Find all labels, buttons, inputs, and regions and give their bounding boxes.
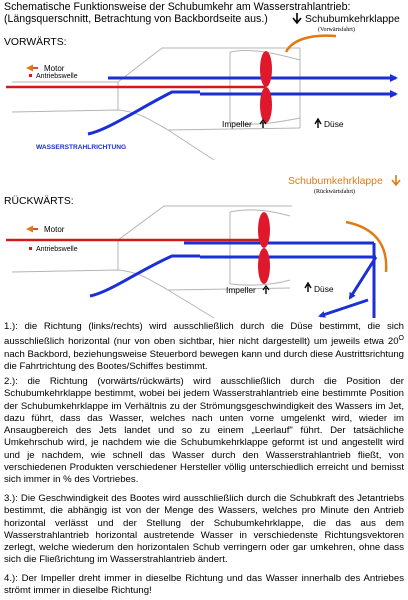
- shaft-text: Antriebswelle: [36, 73, 78, 80]
- reverse-diagram: [0, 160, 408, 320]
- flap-subtitle-reverse: (Rückwärtsfahrt): [314, 189, 355, 195]
- flap-title-reverse: Schubumkehrklappe: [288, 176, 383, 187]
- impeller-text: Impeller: [226, 285, 256, 295]
- down-arrow-icon: [293, 13, 301, 23]
- header-title: Schematische Funktionsweise der Schubumkehr am Wasserstrahlantrieb:: [4, 1, 351, 13]
- paragraph-1-text-a: 1.): die Richtung (links/rechts) wird ausschließlich durch die Düse bestimmt, die sich ausschließlich horizontal (nur von oben sichtbar, hier nicht dargestellt) um jeweils etwa 20: [4, 321, 404, 348]
- water-flow-arrows: [90, 243, 376, 318]
- paragraph-4: 4.): Der Impeller dreht immer in dieselbe Richtung und das Wasser innerhalb des Antriebes strömt immer in dieselbe Richtung!: [4, 573, 404, 597]
- reverse-flap: [286, 36, 336, 52]
- nozzle-text: Düse: [314, 284, 334, 294]
- shaft-label: [29, 246, 78, 253]
- header-subtitle: (Längsquerschnitt, Betrachtung von Backbordseite aus.): [4, 13, 268, 25]
- reverse-section-title: RÜCKWÄRTS:: [4, 196, 74, 207]
- degree-mark: O: [398, 335, 404, 343]
- paragraph-1: [4, 321, 404, 373]
- impeller-blades: [258, 212, 270, 284]
- nozzle-text: Düse: [324, 119, 344, 129]
- shaft-text: Antriebswelle: [36, 246, 78, 253]
- up-arrow-icon: [315, 119, 321, 128]
- hull-outline: [12, 206, 292, 318]
- jet-direction-text: WASSERSTRAHLRICHTUNG: [36, 144, 127, 151]
- motor-text: Motor: [44, 225, 65, 234]
- flap-subtitle-forward: (Vorwärtsfahrt): [318, 27, 355, 33]
- down-arrow-icon: [392, 175, 400, 185]
- motor-label: [28, 225, 65, 234]
- up-arrow-icon: [305, 283, 311, 292]
- impeller-text: Impeller: [222, 119, 252, 129]
- motor-label: [28, 64, 65, 73]
- reverse-flap: [346, 222, 386, 272]
- paragraph-1-text-b: nach Backbord, beziehungsweise Steuerbord bewegen kann und durch diese Austrittsrichtung die Fahrtrichtung des Bootes/Schiffes bestimmt.: [4, 348, 404, 373]
- shaft-label: [29, 73, 78, 80]
- flap-title-forward: Schubumkehrklappe: [305, 14, 400, 25]
- paragraph-2: 2.): die Richtung (vorwärts/rückwärts) wird ausschließlich durch die Position der Schubumkehrklappe bestimmt, wobei bei jedem Wasserstrahlantrieb eine bestimmte Position der Schubumkehrklappe im Verhältnis zu der Strömungsgeschwindigkeit des Wassers im Jet, dazu führt, dass das Wasser, welches nach unten vorne umgelenkt wird, wieder im Ansaugbereich des Jets landet und so zu einem „Leerlauf" führt. Der tatsächliche Umkehrschub wird, je nachdem wie die Schubumkehrklappe geformt ist und angestellt wird und je nachdem, wie schnell das Wasser durch den Wasserstrahlantrieb fließt, von verschiedenen Produkten verschiedener Hersteller völlig unterschiedlich erreicht und bemisst sich immer in % des Vortriebes.: [4, 376, 404, 486]
- up-arrow-icon: [263, 286, 269, 294]
- motor-text: Motor: [44, 64, 65, 73]
- forward-section-title: VORWÄRTS:: [4, 37, 67, 48]
- paragraph-3: 3.): Die Geschwindigkeit des Bootes wird ausschließlich durch die Schubkraft des Jetantriebs bestimmt, die abhängig ist von der Menge des Wassers, welches pro Minute den Antrieb horizontal verlässt und der Stellung der Schubumkehrklappe, die das aus dem Wasserstrahlantrieb horizontal austretende Wasser in verschiedenste Richtungsvektoren zerlegt, welche wiederum den horizontalen Schub verringern oder gar umkehren, ohne dass sich die Fließrichtung im Wasserstrahlantrieb ändert.: [4, 493, 404, 566]
